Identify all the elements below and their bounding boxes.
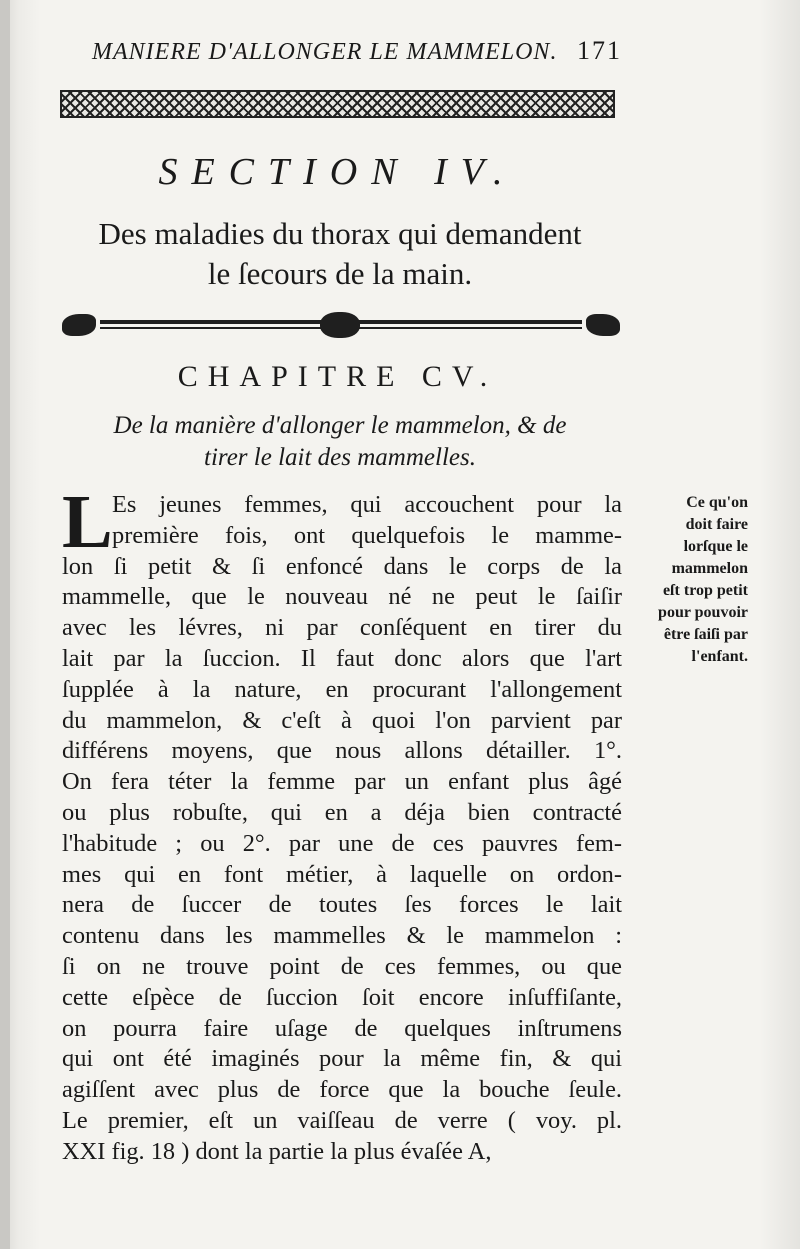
margin-note-line: l'enfant. [691, 648, 748, 665]
fleuron-right-icon [586, 314, 620, 336]
text-line: on pourra faire uſage de quelques inſtrumens [62, 1014, 622, 1042]
section-subtitle-line: Des maladies du thorax qui demandent [98, 216, 582, 251]
running-head [92, 36, 622, 70]
text-line: XXI fig. 18 ) dont la partie la plus évaſée A, [62, 1137, 492, 1165]
text-line: On fera téter la femme par un enfant plus âgé [62, 768, 622, 796]
page-number: 171 [577, 36, 622, 65]
text-line: contenu dans les mammelles & le mammelon : [62, 922, 622, 950]
ornamental-rule [62, 312, 620, 338]
chapter-subtitle-line: De la manière d'allonger le mammelon, & de [113, 412, 567, 439]
text-line: mes qui en font métier, à laquelle on ordon- [62, 860, 622, 888]
text-line: Es jeunes femmes, qui accouchent pour la [112, 491, 622, 518]
text-line: ſupplée à la nature, en procurant l'allongement [62, 675, 622, 703]
text-line: l'habitude ; ou 2°. par une de ces pauvres fem- [62, 829, 622, 857]
section-subtitle-line: le ſecours de la main. [207, 256, 473, 291]
margin-note-line: lorſque le [683, 538, 748, 555]
text-line: différens moyens, que nous allons détailler. 1°. [62, 737, 622, 765]
chapter-title: CHAPITRE CV. [177, 360, 498, 393]
text-line: du mammelon, & c'eſt à quoi l'on parvient par [62, 706, 622, 734]
text-line: première fois, ont quelquefois le mamme- [112, 521, 622, 549]
margin-note-line: doit faire [685, 516, 748, 533]
text-line: avec les lévres, ni par conſéquent en tirer du [62, 614, 622, 642]
text-line: cette eſpèce de ſuccion ſoit encore inſuffiſante, [62, 983, 622, 1011]
text-line: ou plus robuſte, qui en a déja bien contracté [62, 798, 622, 826]
gutter-shadow [0, 0, 10, 1249]
margin-note [628, 492, 748, 668]
ornamental-band [60, 90, 615, 118]
section-subtitle [50, 214, 630, 294]
running-head-title: MANIERE D'ALLONGER LE MAMMELON. [92, 39, 558, 65]
margin-note-line: Ce qu'on [686, 494, 748, 511]
margin-note-line: être ſaiſi par [663, 626, 748, 643]
text-line: qui ont été imaginés pour la même fin, & qui [62, 1045, 622, 1073]
text-line: lon ſi petit & ſi enfoncé dans le corps de la [62, 552, 622, 580]
text-line: mammelle, que le nouveau né ne peut le ſaiſir [62, 583, 622, 611]
text-line: ſi on ne trouve point de ces femmes, ou que [62, 952, 622, 980]
text-line: agiſſent avec plus de force que la bouche ſeule. [62, 1076, 622, 1104]
body-text [62, 480, 622, 1168]
chapter-subtitle [60, 410, 620, 474]
margin-note-line: eſt trop petit [662, 582, 748, 599]
fleuron-center-icon [320, 312, 360, 338]
drop-cap: L [62, 480, 113, 564]
margin-note-line: pour pouvoir [658, 604, 748, 621]
margin-note-line: mammelon [671, 560, 748, 577]
text-line: Le premier, eſt un vaiſſeau de verre ( voy. pl. [62, 1106, 622, 1134]
fleuron-left-icon [62, 314, 96, 336]
text-line: nera de ſuccer de toutes ſes forces le lait [62, 891, 622, 919]
section-title: SECTION IV. [158, 151, 517, 193]
chapter-subtitle-line: tirer le lait des mammelles. [204, 444, 476, 471]
text-line: lait par la ſuccion. Il faut donc alors que l'art [62, 644, 622, 672]
